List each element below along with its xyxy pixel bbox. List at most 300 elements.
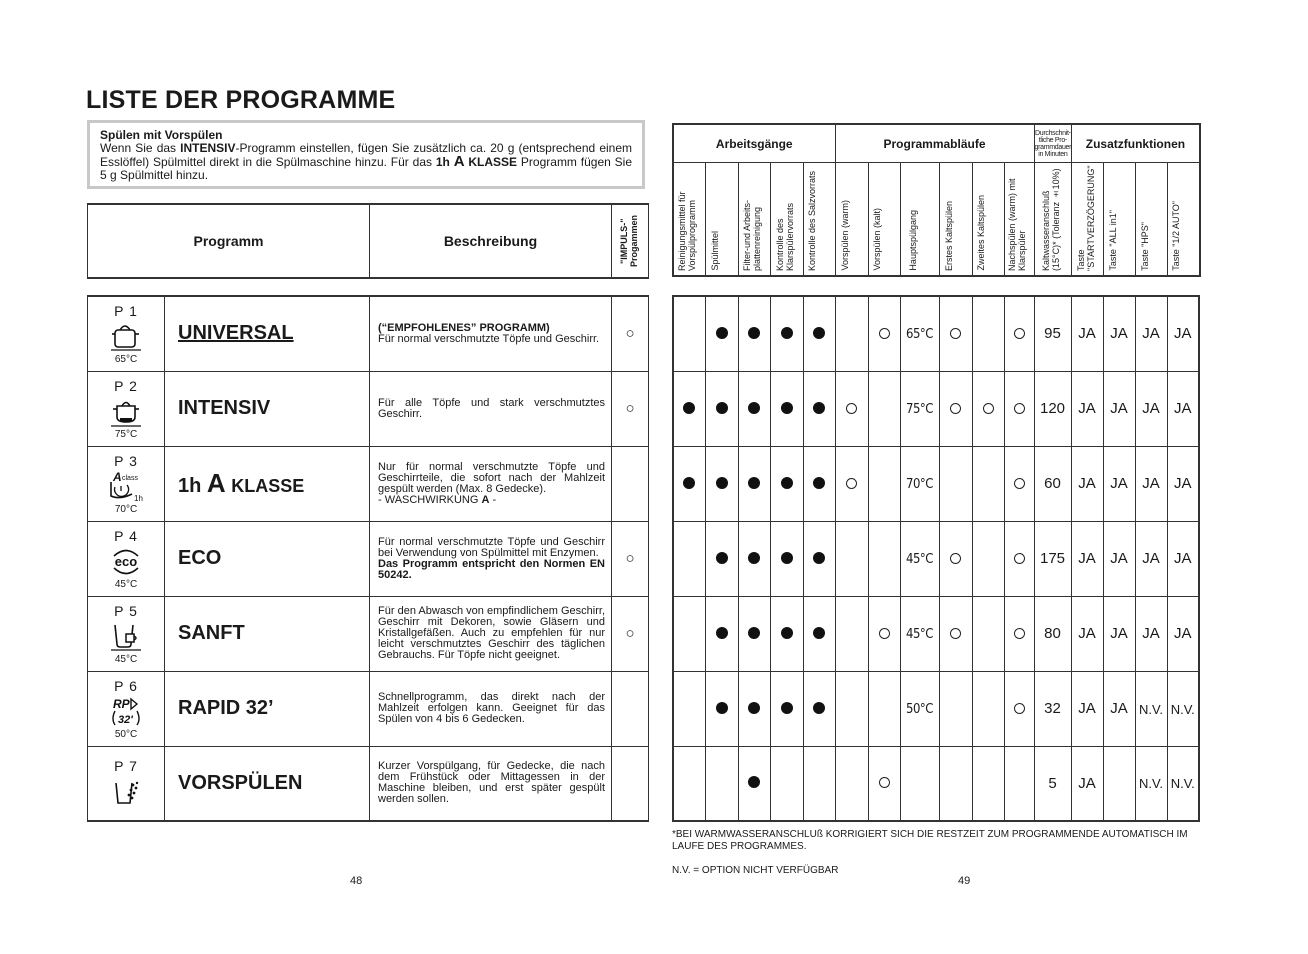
matrix-cell bbox=[673, 746, 705, 821]
duration-value: 175 bbox=[1039, 550, 1066, 567]
program-desc-text: Kurzer Vorspülgang, für Gedecke, die nach dem Frühstück oder Mittagessen in der Maschine bleiben, und erst später gespült werden sollen. bbox=[378, 760, 605, 806]
column-header-text: Taste "HPS" bbox=[1139, 222, 1150, 271]
eco-icon bbox=[88, 545, 164, 579]
program-description bbox=[370, 521, 612, 596]
note-intensiv: INTENSIV bbox=[180, 141, 236, 155]
step-optional-cell bbox=[939, 521, 972, 596]
matrix-cell bbox=[1103, 746, 1135, 821]
program-row bbox=[88, 596, 649, 671]
step-active-cell bbox=[803, 371, 835, 446]
function-value: JA bbox=[1078, 774, 1096, 792]
right-header-table bbox=[672, 123, 1201, 277]
program-icon-cell bbox=[88, 596, 165, 671]
program-name bbox=[165, 371, 370, 446]
header-impuls-text: "IMPULS-" Progammen bbox=[619, 215, 639, 268]
matrix-cell bbox=[1034, 596, 1071, 671]
matrix-cell bbox=[1034, 446, 1071, 521]
matrix-row bbox=[673, 296, 1199, 371]
step-active-cell bbox=[738, 521, 770, 596]
matrix-cell bbox=[1071, 371, 1103, 446]
program-impuls bbox=[612, 446, 649, 521]
step-active-cell bbox=[738, 746, 770, 821]
program-impuls: ○ bbox=[612, 596, 649, 671]
step-active-cell bbox=[770, 371, 803, 446]
note-text-post: Programm fügen Sie 5 g Spülmittel hinzu. bbox=[100, 155, 632, 182]
step-active-cell bbox=[803, 596, 835, 671]
filled-dot-icon bbox=[716, 552, 728, 564]
matrix-cell bbox=[1167, 521, 1199, 596]
page-number-left: 48 bbox=[350, 875, 363, 887]
matrix-cell bbox=[1135, 671, 1167, 746]
program-impuls: ○ bbox=[612, 521, 649, 596]
note-a: A bbox=[453, 153, 465, 170]
column-header-text: Spülmittel bbox=[709, 231, 720, 271]
matrix-cell bbox=[900, 521, 939, 596]
function-value: N.V. bbox=[1170, 776, 1195, 792]
matrix-cell bbox=[835, 671, 868, 746]
matrix-cell bbox=[972, 446, 1004, 521]
step-optional-cell bbox=[972, 371, 1004, 446]
matrix-cell bbox=[1071, 671, 1103, 746]
temperature-value: 65°C bbox=[906, 327, 933, 343]
matrix-cell bbox=[868, 371, 900, 446]
note-text-mid: -Programm einstellen, fügen Sie zusätzlich ca. 20 g (entsprechend einem Esslöffel) Spülmittel direkt in die Spülmaschine hinzu. Für das bbox=[100, 141, 632, 169]
note-box bbox=[87, 120, 645, 189]
step-optional-cell bbox=[939, 371, 972, 446]
step-active-cell bbox=[673, 446, 705, 521]
step-optional-cell bbox=[1004, 521, 1034, 596]
svg-text:eco: eco bbox=[114, 554, 138, 569]
program-desc-text: Für normal verschmutzte Töpfe und Geschirr bei Verwendung von Spülmittel mit Enzymen. bbox=[378, 535, 605, 559]
column-header bbox=[705, 163, 738, 277]
matrix-cell bbox=[939, 671, 972, 746]
matrix-cell bbox=[1103, 521, 1135, 596]
matrix-cell bbox=[972, 521, 1004, 596]
program-name bbox=[165, 671, 370, 746]
matrix-cell bbox=[1135, 371, 1167, 446]
step-active-cell bbox=[738, 371, 770, 446]
matrix-cell bbox=[705, 746, 738, 821]
step-optional-cell bbox=[1004, 596, 1034, 671]
svg-text:A: A bbox=[113, 470, 122, 484]
filled-dot-icon bbox=[748, 327, 760, 339]
filled-dot-icon bbox=[716, 327, 728, 339]
function-value: JA bbox=[1142, 550, 1160, 567]
program-row bbox=[88, 296, 649, 371]
program-desc2-end: - bbox=[489, 493, 497, 506]
matrix-cell bbox=[900, 371, 939, 446]
column-header bbox=[1136, 163, 1168, 277]
prewash-spray-icon bbox=[88, 775, 164, 809]
temperature-value: 45°C bbox=[906, 552, 933, 567]
matrix-cell bbox=[939, 446, 972, 521]
empty-circle-icon bbox=[1014, 328, 1025, 339]
column-header-text: Kontrolle des Salzvorrats bbox=[807, 170, 817, 271]
program-temp: 50°C bbox=[114, 729, 138, 740]
filled-dot-icon bbox=[716, 402, 728, 414]
program-matrix bbox=[672, 295, 1200, 822]
matrix-cell bbox=[868, 521, 900, 596]
program-row bbox=[88, 521, 649, 596]
empty-circle-icon bbox=[1014, 478, 1025, 489]
function-value: JA bbox=[1110, 400, 1128, 417]
page-number-right: 49 bbox=[958, 875, 971, 887]
column-header bbox=[673, 163, 705, 277]
program-name bbox=[165, 446, 370, 521]
function-value: JA bbox=[1078, 325, 1096, 343]
function-value: JA bbox=[1173, 400, 1192, 417]
matrix-cell bbox=[673, 296, 705, 371]
filled-dot-icon bbox=[683, 477, 695, 489]
program-desc-text: Für den Abwasch von empfindlichem Geschirr, Geschirr mit Dekoren, sowie Gläsern und Kristallgefäßen. Auch zu empfehlen für nur leicht verschmutztes Geschirr des täglichen Gebrauchs. Für Töpfe nicht geeignet. bbox=[378, 605, 605, 661]
program-icon-cell bbox=[88, 671, 165, 746]
matrix-cell bbox=[835, 596, 868, 671]
duration-value: 5 bbox=[1048, 774, 1057, 792]
program-row bbox=[88, 446, 649, 521]
step-optional-cell bbox=[939, 296, 972, 371]
program-temp: 45°C bbox=[114, 579, 138, 590]
program-code: P 3 bbox=[114, 453, 138, 469]
program-icon-cell bbox=[88, 446, 165, 521]
column-header-text: Vorspülen (kalt) bbox=[872, 208, 882, 271]
filled-dot-icon bbox=[748, 552, 760, 564]
function-value: JA bbox=[1078, 550, 1096, 567]
column-header-text: Vorspülen (warm) bbox=[839, 200, 850, 271]
function-value: JA bbox=[1173, 325, 1192, 343]
program-name bbox=[165, 596, 370, 671]
matrix-cell bbox=[673, 671, 705, 746]
duration-value: 80 bbox=[1044, 625, 1061, 642]
program-code: P 7 bbox=[114, 758, 138, 775]
step-active-cell bbox=[705, 296, 738, 371]
step-optional-cell bbox=[868, 296, 900, 371]
empty-circle-icon bbox=[950, 553, 961, 564]
program-code: P 2 bbox=[114, 378, 138, 394]
matrix-row bbox=[673, 371, 1199, 446]
filled-dot-icon bbox=[716, 477, 728, 489]
step-active-cell bbox=[673, 371, 705, 446]
step-active-cell bbox=[770, 521, 803, 596]
column-header bbox=[868, 163, 900, 277]
program-temp: 45°C bbox=[114, 654, 138, 665]
note-klasse: KLASSE bbox=[468, 155, 518, 169]
matrix-row bbox=[673, 596, 1199, 671]
program-desc-text: Schnellprogramm, das direkt nach der Mahlzeit erfolgen kann. Geeignet für das Spülen von 4 bis 6 Gedecken. bbox=[378, 691, 605, 725]
group-zusatzfunktionen: Zusatzfunktionen bbox=[1072, 124, 1200, 163]
program-description bbox=[370, 446, 612, 521]
legend-nv: N.V. = OPTION NICHT VERFÜGBAR bbox=[672, 865, 839, 876]
matrix-cell bbox=[1004, 746, 1034, 821]
program-name bbox=[165, 296, 370, 371]
matrix-cell bbox=[803, 746, 835, 821]
matrix-cell bbox=[972, 596, 1004, 671]
empty-circle-icon bbox=[1014, 403, 1025, 414]
matrix-cell bbox=[1135, 746, 1167, 821]
program-impuls: ○ bbox=[612, 296, 649, 371]
program-code: P 4 bbox=[114, 528, 138, 544]
step-optional-cell bbox=[1004, 296, 1034, 371]
matrix-cell bbox=[1135, 521, 1167, 596]
matrix-cell bbox=[900, 446, 939, 521]
matrix-cell bbox=[1034, 671, 1071, 746]
empty-circle-icon bbox=[1014, 628, 1025, 639]
program-code: P 1 bbox=[114, 303, 138, 320]
program-row bbox=[88, 671, 649, 746]
matrix-cell bbox=[835, 746, 868, 821]
function-value: JA bbox=[1110, 550, 1128, 567]
matrix-cell bbox=[1103, 371, 1135, 446]
matrix-cell bbox=[1167, 596, 1199, 671]
empty-circle-icon bbox=[950, 403, 961, 414]
step-active-cell bbox=[738, 596, 770, 671]
column-header bbox=[1072, 163, 1104, 277]
svg-text:RP: RP bbox=[113, 697, 130, 711]
program-description bbox=[370, 671, 612, 746]
filled-dot-icon bbox=[813, 627, 825, 639]
function-value: JA bbox=[1110, 700, 1128, 717]
step-active-cell bbox=[738, 296, 770, 371]
note-title: Spülen mit Vorspülen bbox=[100, 128, 223, 142]
program-name-text: ECO bbox=[178, 547, 222, 569]
function-value: JA bbox=[1142, 625, 1160, 642]
empty-circle-icon bbox=[983, 403, 994, 414]
note-text-pre: Wenn Sie das bbox=[100, 141, 181, 155]
step-active-cell bbox=[770, 446, 803, 521]
filled-dot-icon bbox=[748, 776, 760, 788]
matrix-row bbox=[673, 446, 1199, 521]
temperature-value: 50°C bbox=[906, 702, 933, 717]
program-name-text: RAPID 32’ bbox=[178, 697, 274, 719]
step-optional-cell bbox=[939, 596, 972, 671]
matrix-cell bbox=[1135, 596, 1167, 671]
filled-dot-icon bbox=[781, 327, 793, 339]
column-header bbox=[803, 163, 835, 277]
function-value: JA bbox=[1078, 400, 1096, 417]
step-active-cell bbox=[738, 446, 770, 521]
step-optional-cell bbox=[1004, 446, 1034, 521]
program-row bbox=[88, 746, 649, 821]
program-icon-cell bbox=[88, 521, 165, 596]
a-class-clock-icon bbox=[88, 470, 164, 504]
duration-value: 95 bbox=[1044, 325, 1061, 343]
step-active-cell bbox=[770, 596, 803, 671]
matrix-cell bbox=[1034, 521, 1071, 596]
program-desc-bold: (“EMPFOHLENES” PROGRAMM) bbox=[378, 321, 550, 334]
program-impuls bbox=[612, 746, 649, 821]
column-header-text: Taste "1/2 AUTO" bbox=[1171, 201, 1182, 271]
svg-text:32': 32' bbox=[118, 714, 133, 726]
column-header-text: Kaltwasseranschluß (15°C)* (Toleranz ±10%) bbox=[1040, 168, 1061, 271]
filled-dot-icon bbox=[813, 327, 825, 339]
matrix-cell bbox=[1135, 296, 1167, 371]
group-arbeitsgaenge: Arbeitsgänge bbox=[673, 124, 835, 163]
function-value: N.V. bbox=[1170, 701, 1195, 717]
note-1h: 1h bbox=[435, 155, 450, 169]
matrix-cell bbox=[1103, 296, 1135, 371]
column-header-text: Zweites Kaltspülen bbox=[976, 195, 986, 271]
program-name bbox=[165, 746, 370, 821]
matrix-cell bbox=[1034, 296, 1071, 371]
matrix-cell bbox=[1167, 671, 1199, 746]
duration-value: 60 bbox=[1044, 475, 1061, 492]
program-name-text: SANFT bbox=[178, 622, 245, 644]
step-optional-cell bbox=[835, 446, 868, 521]
matrix-cell bbox=[1071, 596, 1103, 671]
program-icon-cell bbox=[88, 296, 165, 371]
empty-circle-icon bbox=[846, 403, 857, 414]
glass-cup-icon bbox=[88, 620, 164, 654]
column-header bbox=[1168, 163, 1200, 277]
matrix-cell bbox=[972, 671, 1004, 746]
filled-dot-icon bbox=[748, 702, 760, 714]
function-value: JA bbox=[1173, 625, 1192, 642]
program-temp: 75°C bbox=[114, 429, 138, 440]
empty-circle-icon bbox=[879, 777, 890, 788]
step-active-cell bbox=[803, 671, 835, 746]
matrix-cell bbox=[770, 746, 803, 821]
program-name-text: INTENSIV bbox=[178, 397, 271, 419]
function-value: JA bbox=[1078, 475, 1096, 492]
matrix-cell bbox=[673, 596, 705, 671]
program-desc-text: Für normal verschmutzte Töpfe und Geschirr. bbox=[378, 332, 600, 345]
matrix-cell bbox=[1135, 446, 1167, 521]
matrix-row bbox=[673, 671, 1199, 746]
step-active-cell bbox=[803, 296, 835, 371]
column-header-text: Hauptspülgang bbox=[907, 210, 918, 271]
empty-circle-icon bbox=[846, 478, 857, 489]
program-impuls: ○ bbox=[612, 371, 649, 446]
column-header-text: Kontrolle des Klarspülervorrats bbox=[774, 202, 795, 271]
step-active-cell bbox=[803, 446, 835, 521]
column-header-text: Erstes Kaltspülen bbox=[943, 200, 954, 271]
matrix-cell bbox=[900, 296, 939, 371]
step-active-cell bbox=[738, 671, 770, 746]
empty-circle-icon bbox=[1014, 703, 1025, 714]
matrix-cell bbox=[900, 671, 939, 746]
matrix-row bbox=[673, 746, 1199, 821]
column-header bbox=[738, 163, 770, 277]
program-code: P 5 bbox=[114, 603, 138, 619]
function-value: JA bbox=[1142, 400, 1160, 417]
rapid-32-icon bbox=[88, 695, 164, 729]
matrix-cell bbox=[1071, 746, 1103, 821]
program-desc-norm: Das Programm entspricht den Normen EN 50242. bbox=[378, 557, 605, 581]
filled-dot-icon bbox=[748, 402, 760, 414]
svg-text:1h: 1h bbox=[134, 494, 143, 503]
empty-circle-icon bbox=[1014, 553, 1025, 564]
program-name-a: A bbox=[206, 468, 226, 498]
function-value: JA bbox=[1110, 325, 1128, 343]
function-value: JA bbox=[1078, 700, 1096, 717]
matrix-cell bbox=[1103, 596, 1135, 671]
matrix-cell bbox=[972, 296, 1004, 371]
filled-dot-icon bbox=[716, 627, 728, 639]
step-optional-cell bbox=[1004, 371, 1034, 446]
matrix-row bbox=[673, 521, 1199, 596]
filled-dot-icon bbox=[716, 702, 728, 714]
function-value: JA bbox=[1110, 475, 1128, 492]
group-programmablaeufe: Programmabläufe bbox=[835, 124, 1034, 163]
left-header-table bbox=[87, 203, 649, 279]
column-header-text: Filter-und Arbeits-plattenreinigung bbox=[742, 199, 762, 271]
svg-text:class: class bbox=[122, 475, 138, 482]
program-description bbox=[370, 296, 612, 371]
filled-dot-icon bbox=[813, 552, 825, 564]
matrix-cell bbox=[900, 746, 939, 821]
matrix-cell bbox=[1167, 446, 1199, 521]
program-table bbox=[87, 295, 649, 822]
filled-dot-icon bbox=[781, 627, 793, 639]
step-optional-cell bbox=[835, 371, 868, 446]
function-value: JA bbox=[1142, 325, 1160, 343]
program-name bbox=[165, 521, 370, 596]
filled-dot-icon bbox=[781, 552, 793, 564]
header-impuls bbox=[612, 204, 649, 278]
matrix-cell bbox=[1071, 296, 1103, 371]
filled-dot-icon bbox=[781, 402, 793, 414]
duration-value: 120 bbox=[1039, 400, 1066, 417]
header-programm: Programm bbox=[88, 204, 370, 278]
program-description bbox=[370, 371, 612, 446]
empty-circle-icon bbox=[879, 328, 890, 339]
page-title: LISTE DER PROGRAMME bbox=[86, 86, 396, 114]
matrix-cell bbox=[1071, 446, 1103, 521]
program-row bbox=[88, 371, 649, 446]
matrix-cell bbox=[835, 521, 868, 596]
function-value: N.V. bbox=[1138, 776, 1164, 792]
step-active-cell bbox=[770, 296, 803, 371]
program-name-text: UNIVERSAL bbox=[178, 322, 294, 345]
program-desc-text: Nur für normal verschmutzte Töpfe und Geschirrteile, die sofort nach der Mahlzeit gespült werden (Max. 8 Gedecke). bbox=[378, 460, 605, 495]
step-active-cell bbox=[705, 371, 738, 446]
empty-circle-icon bbox=[879, 628, 890, 639]
step-optional-cell bbox=[868, 746, 900, 821]
matrix-cell bbox=[900, 596, 939, 671]
program-desc2: - WASCHWIRKUNG bbox=[378, 493, 482, 506]
column-header bbox=[972, 163, 1004, 277]
filled-dot-icon bbox=[813, 702, 825, 714]
matrix-cell bbox=[868, 446, 900, 521]
program-temp: 65°C bbox=[114, 354, 138, 366]
column-header-text: Taste "ALL in1" bbox=[1107, 210, 1118, 271]
function-value: JA bbox=[1110, 625, 1128, 642]
program-code: P 6 bbox=[114, 678, 138, 694]
matrix-cell bbox=[1034, 371, 1071, 446]
group-durchschnitt: Durchschnit-tliche Pro-grammdauer in Minuten bbox=[1034, 124, 1072, 163]
function-value: N.V. bbox=[1138, 701, 1164, 717]
program-description bbox=[370, 596, 612, 671]
matrix-cell bbox=[1034, 746, 1071, 821]
filled-dot-icon bbox=[813, 477, 825, 489]
function-value: JA bbox=[1142, 475, 1160, 492]
step-active-cell bbox=[803, 521, 835, 596]
column-header bbox=[900, 163, 939, 277]
program-name-post: KLASSE bbox=[231, 476, 305, 496]
function-value: JA bbox=[1078, 625, 1096, 642]
matrix-cell bbox=[673, 521, 705, 596]
matrix-cell bbox=[972, 746, 1004, 821]
empty-circle-icon bbox=[950, 328, 961, 339]
pot-intensive-icon bbox=[88, 395, 164, 429]
matrix-cell bbox=[835, 296, 868, 371]
program-description bbox=[370, 746, 612, 821]
header-beschreibung: Beschreibung bbox=[370, 204, 612, 278]
temperature-value: 70°C bbox=[906, 477, 933, 492]
step-optional-cell bbox=[868, 596, 900, 671]
matrix-cell bbox=[1167, 296, 1199, 371]
pot-65-icon bbox=[88, 320, 164, 354]
matrix-cell bbox=[868, 671, 900, 746]
